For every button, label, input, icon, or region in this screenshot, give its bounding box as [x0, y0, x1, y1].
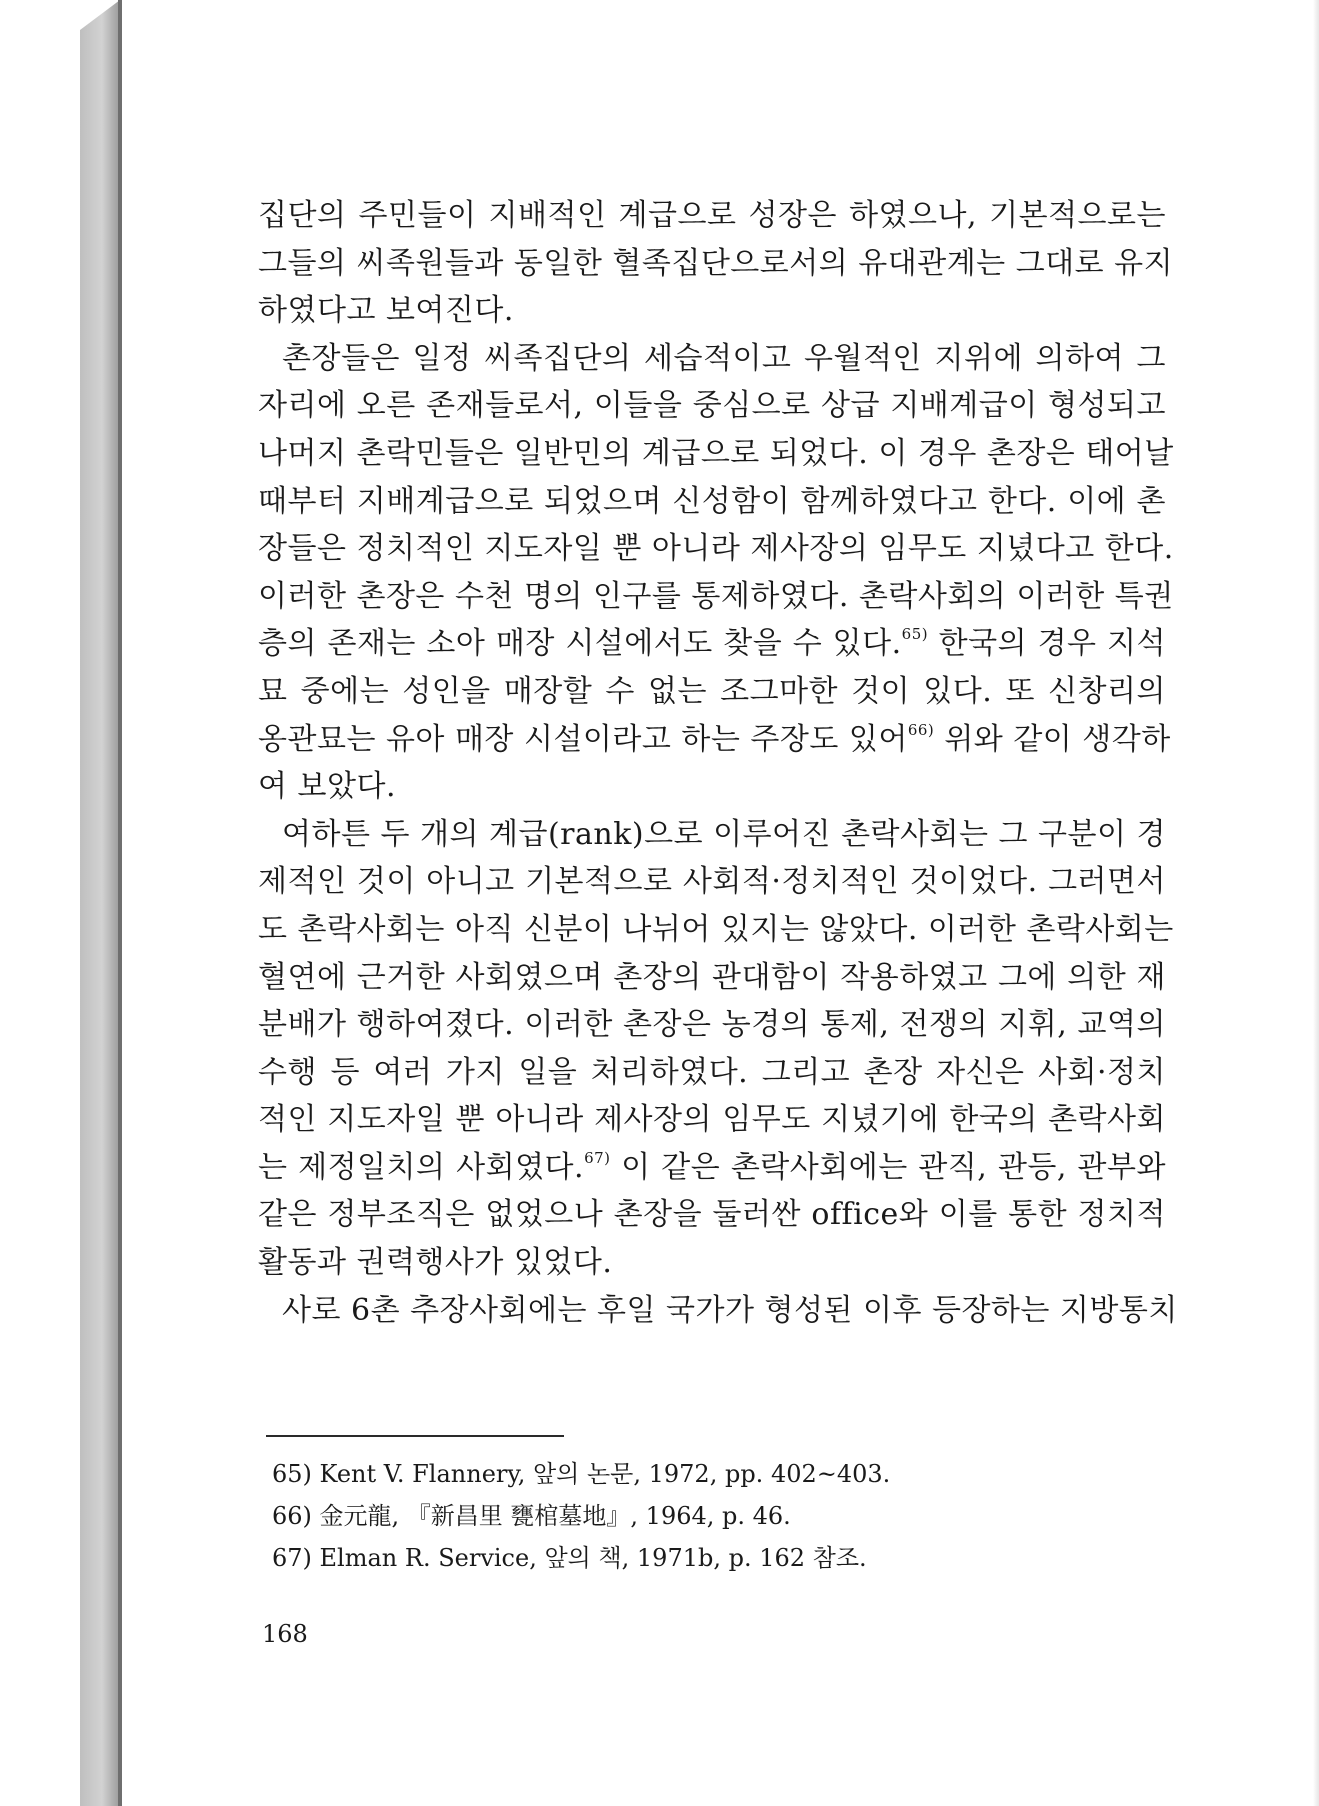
text-segment: 층의 존재는 소아 매장 시설에서도 찾을 수 있다. — [258, 626, 902, 662]
text-line: 그들의 씨족원들과 동일한 혈족집단으로서의 유대관계는 그대로 유지 — [258, 245, 1174, 281]
text-line: 적인 지도자일 뿐 아니라 제사장의 임무도 지녔기에 한국의 촌락사회 — [258, 1102, 1166, 1138]
text-line: 같은 정부조직은 없었으나 촌장을 둘러싼 office와 이를 통한 정치적 — [258, 1197, 1166, 1233]
book-spine — [80, 0, 120, 1806]
text-line — [258, 716, 1171, 764]
footnote-ref-66: 66) — [907, 720, 935, 739]
text-line: 수행 등 여러 가지 일을 처리하였다. 그리고 촌장 자신은 사회·정치 — [258, 1054, 1166, 1090]
text-line: 때부터 지배계급으로 되었으며 신성함이 함께하였다고 한다. 이에 촌 — [258, 483, 1166, 519]
text-line — [258, 1144, 1166, 1192]
text-segment: 한국의 경우 지석 — [928, 626, 1166, 662]
text-line: 도 촌락사회는 아직 신분이 나뉘어 있지는 않았다. 이러한 촌락사회는 — [258, 911, 1174, 947]
text-line: 여하튼 두 개의 계급(rank)으로 이루어진 촌락사회는 그 구분이 경 — [282, 816, 1166, 852]
page-number: 168 — [262, 1620, 308, 1648]
body-text — [258, 192, 1178, 1334]
footnote-ref-67: 67) — [584, 1148, 611, 1167]
footnote-65: 65) Kent V. Flannery, 앞의 논문, 1972, pp. 402~403. — [272, 1460, 891, 1488]
footnote-66: 66) 金元龍, 『新昌里 甕棺墓地』, 1964, p. 46. — [272, 1502, 791, 1530]
text-line: 집단의 주민들이 지배적인 계급으로 성장은 하였으나, 기본적으로는 — [258, 198, 1166, 233]
text-line: 여 보았다. — [258, 769, 396, 805]
text-segment: 옹관묘는 유아 매장 시설이라고 하는 주장도 있어 — [258, 721, 908, 757]
text-segment: 이 같은 촌락사회에는 관직, 관등, 관부와 — [610, 1149, 1166, 1185]
text-line: 혈연에 근거한 사회였으며 촌장의 관대함이 작용하였고 그에 의한 재 — [258, 959, 1166, 995]
footnote-divider — [266, 1435, 564, 1437]
text-line: 촌장들은 일정 씨족집단의 세습적이고 우월적인 지위에 의하여 그 — [282, 340, 1166, 376]
page-right-edge — [1313, 0, 1319, 1806]
text-segment: 는 제정일치의 사회였다. — [258, 1149, 585, 1185]
footnotes — [272, 1453, 1152, 1579]
text-line: 이러한 촌장은 수천 명의 인구를 통제하였다. 촌락사회의 이러한 특권 — [258, 578, 1174, 614]
text-segment: 위와 같이 생각하 — [934, 721, 1171, 757]
text-line: 사로 6촌 추장사회에는 후일 국가가 형성된 이후 등장하는 지방통치 — [282, 1292, 1178, 1328]
text-line: 나머지 촌락민들은 일반민의 계급으로 되었다. 이 경우 촌장은 태어날 — [258, 435, 1174, 471]
text-line: 활동과 권력행사가 있었다. — [258, 1245, 613, 1281]
text-line: 자리에 오른 존재들로서, 이들을 중심으로 상급 지배계급이 형성되고 — [258, 388, 1166, 424]
text-line — [258, 620, 1166, 668]
text-line: 하였다고 보여진다. — [258, 293, 514, 329]
text-line: 장들은 정치적인 지도자일 뿐 아니라 제사장의 임무도 지녔다고 한다. — [258, 531, 1174, 567]
text-line: 분배가 행하여졌다. 이러한 촌장은 농경의 통제, 전쟁의 지휘, 교역의 — [258, 1007, 1166, 1043]
book-spine-corner — [80, 0, 120, 30]
text-line: 묘 중에는 성인을 매장할 수 없는 조그마한 것이 있다. 또 신창리의 — [258, 673, 1166, 709]
footnote-67: 67) Elman R. Service, 앞의 책, 1971b, p. 162 참조. — [272, 1544, 867, 1572]
footnote-ref-65: 65) — [901, 625, 929, 644]
text-line: 제적인 것이 아니고 기본적으로 사회적·정치적인 것이었다. 그러면서 — [258, 864, 1166, 900]
